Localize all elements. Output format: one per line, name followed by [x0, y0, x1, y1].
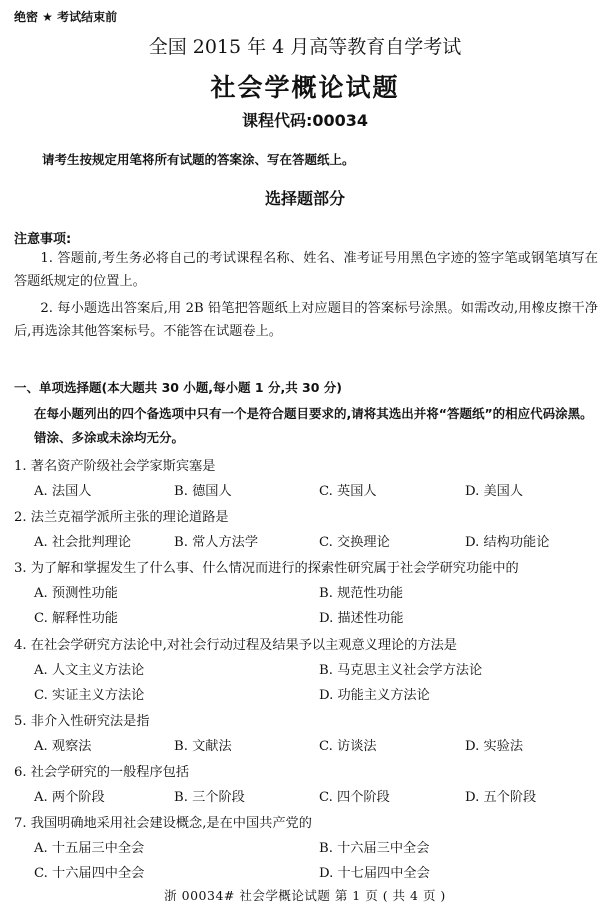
question-stem: 2. 法兰克福学派所主张的理论道路是 — [14, 510, 229, 525]
option-a: A. 法国人 — [34, 484, 92, 499]
option-d: D. 美国人 — [465, 484, 524, 499]
option-b: B. 德国人 — [174, 484, 232, 499]
option-d: D. 功能主义方法论 — [319, 688, 430, 703]
question-stem: 5. 非介入性研究法是指 — [14, 714, 150, 729]
option-a: A. 两个阶段 — [34, 790, 105, 805]
exam-session-title: 全国 2015 年 4 月高等教育自学考试 — [148, 36, 462, 58]
section-title: 选择题部分 — [264, 189, 345, 208]
question-stem: 4. 在社会学研究方法论中,对社会行动过程及结果予以主观意义理论的方法是 — [14, 638, 457, 653]
option-a: A. 人文主义方法论 — [34, 663, 145, 678]
attention-item-2: 2. 每小题选出答案后,用 2B 铅笔把答题纸上对应题目的答案标号涂黑。如需改动,用橡皮擦干净后,再选涂其他答案标号。不能答在试题卷上。 — [14, 301, 598, 339]
option-b: B. 文献法 — [174, 739, 232, 754]
part-heading: 一、单项选择题(本大题共 30 小题,每小题 1 分,共 30 分) — [14, 380, 343, 395]
attention-title: 注意事项: — [14, 232, 72, 247]
option-d: D. 十七届四中全会 — [319, 866, 430, 881]
option-c: C. 解释性功能 — [34, 611, 118, 626]
option-c: C. 十六届四中全会 — [34, 866, 145, 881]
option-c: C. 实证主义方法论 — [34, 688, 145, 703]
option-b: B. 马克思主义社会学方法论 — [319, 663, 483, 678]
option-c: C. 四个阶段 — [319, 790, 390, 805]
option-c: C. 交换理论 — [319, 535, 390, 550]
answer-notice: 请考生按规定用笔将所有试题的答案涂、写在答题纸上。 — [42, 152, 355, 167]
option-c: C. 访谈法 — [319, 739, 377, 754]
question-stem: 1. 著名资产阶级社会学家斯宾塞是 — [14, 459, 216, 474]
option-b: B. 规范性功能 — [319, 586, 404, 601]
option-b: B. 三个阶段 — [174, 790, 245, 805]
question-stem: 3. 为了解和掌握发生了什么事、什么情况而进行的探索性研究属于社会学研究功能中的 — [14, 561, 519, 576]
option-b: B. 十六届三中全会 — [319, 841, 430, 856]
question-stem: 6. 社会学研究的一般程序包括 — [14, 765, 190, 780]
option-b: B. 常人方法学 — [174, 535, 259, 550]
option-a: A. 社会批判理论 — [34, 535, 132, 550]
confidential-label: 绝密 ★ 考试结束前 — [14, 10, 118, 24]
option-c: C. 英国人 — [319, 484, 377, 499]
question-stem: 7. 我国明确地采用社会建设概念,是在中国共产党的 — [14, 816, 312, 831]
option-d: D. 描述性功能 — [319, 611, 404, 626]
part-instruction: 在每小题列出的四个备选项中只有一个是符合题目要求的,请将其选出并将“答题纸”的相应代码涂黑。错涂、多涂或未涂均无分。 — [34, 406, 593, 445]
option-d: D. 五个阶段 — [465, 790, 537, 805]
option-a: A. 观察法 — [34, 739, 92, 754]
option-d: D. 结构功能论 — [465, 535, 550, 550]
course-code: 课程代码:00034 — [241, 111, 369, 130]
page-footer: 浙 00034# 社会学概论试题 第 1 页 ( 共 4 页 ) — [164, 888, 446, 903]
paper-title: 社会学概论试题 — [210, 73, 400, 102]
attention-item-1: 1. 答题前,考生务必将自己的考试课程名称、姓名、准考证号用黑色字迹的签字笔或钢笔填写在答题纸规定的位置上。 — [14, 251, 598, 289]
option-d: D. 实验法 — [465, 739, 524, 754]
option-a: A. 十五届三中全会 — [34, 841, 145, 856]
option-a: A. 预测性功能 — [34, 586, 118, 601]
